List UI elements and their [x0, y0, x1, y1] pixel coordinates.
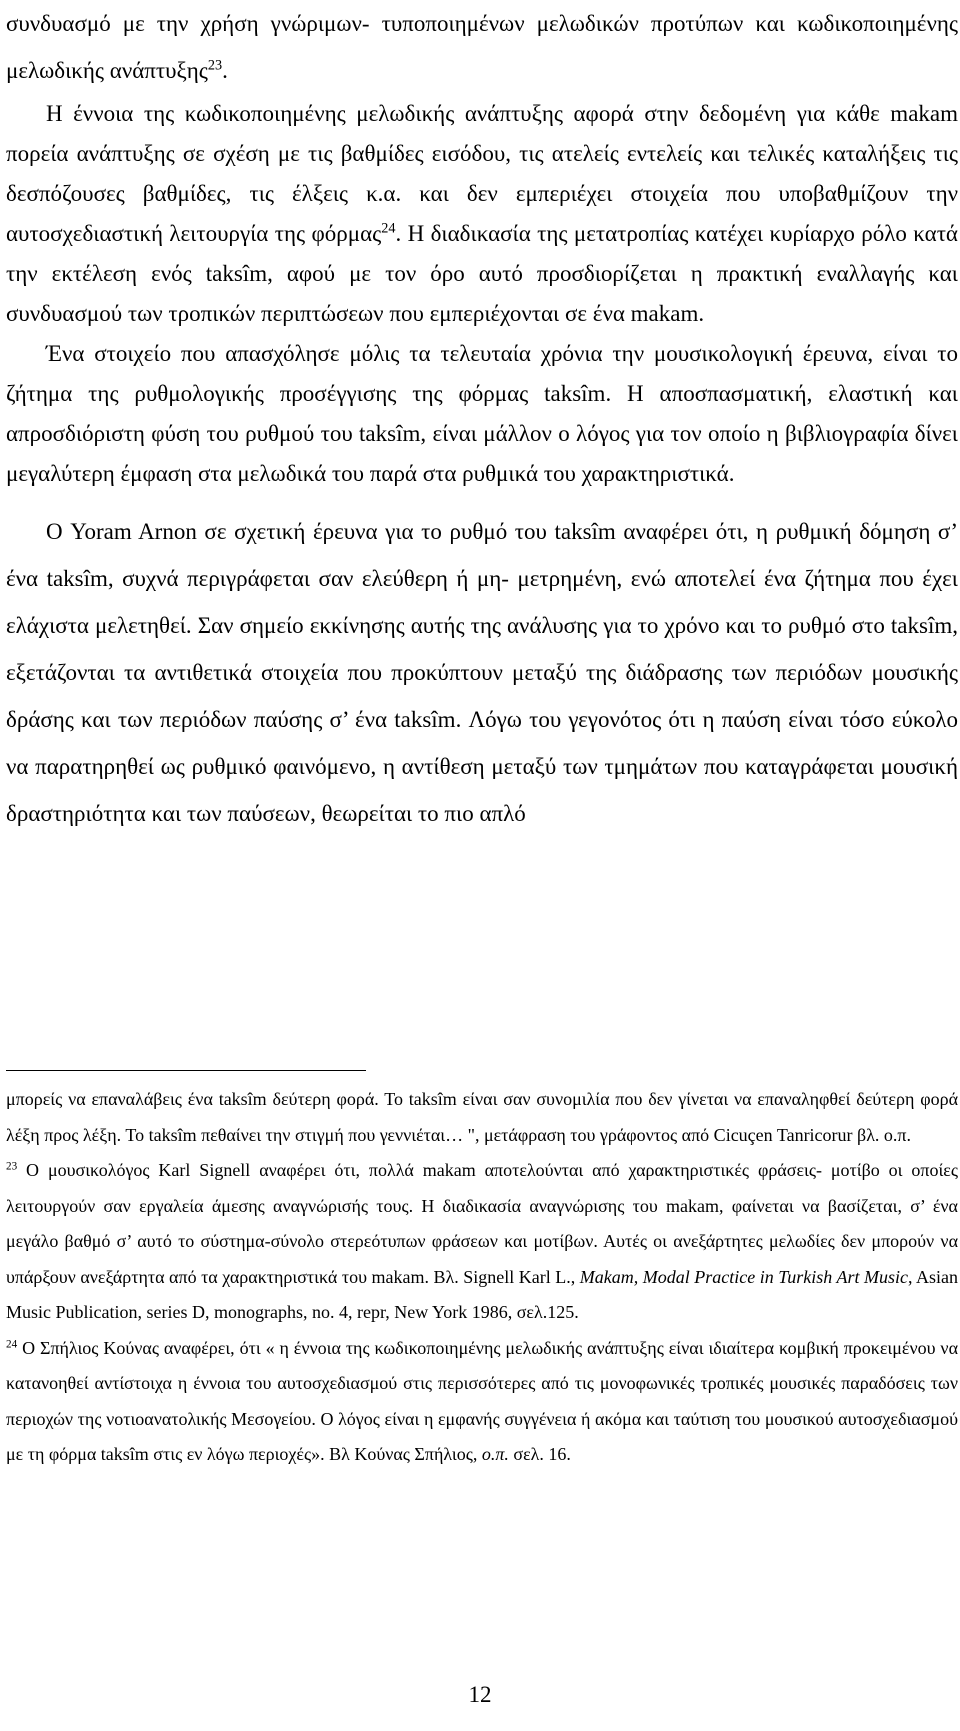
footnote-23-tail: , Asian Music Publication, series D, monographs, no. 4, repr, New York 1986, σελ.125.	[6, 1266, 958, 1322]
footnote-23	[6, 1153, 958, 1331]
footnote-23-text: Ο μουσικολόγος Karl Signell αναφέρει ότι, πολλά makam αποτελούνται από χαρακτηριστικές φράσεις- μοτίβο οι οποίες λειτουργούν σαν εργαλεία άμεσης αναγνώρισής τους. Η διαδικασία αναγνώρισης του makam, φαίνεται να βασίζεται, σ’ ένα μεγάλο βαθμό σ’ αυτό το σύστημα-σύνολο στερεότυπων φράσεων και μοτίβων. Αυτές οι ανεξάρτητες μελωδίες δεν μπορούν να υπάρξουν ανεξάρτητα από τα χαρακτηριστικά του makam. Βλ. Signell Karl L.,	[6, 1160, 958, 1287]
footnote-continuation: μπορείς να επαναλάβεις ένα taksîm δεύτερη φορά. Το taksîm είναι σαν συνομιλία που δεν γίνεται να επαναληφθεί δεύτερη φορά λέξη προς λέξη. Το taksîm πεθαίνει την στιγμή που γεννιέται… ", μετάφραση του γράφοντος από Cicuçen Tanricorur βλ. ο.π.	[6, 1089, 958, 1145]
footnote-24-tail: σελ. 16.	[508, 1444, 571, 1464]
paragraph-1	[6, 0, 958, 94]
footnote-23-book-title: Makam, Modal Practice in Turkish Art Music	[579, 1266, 908, 1287]
footnote-ref-24[interactable]: 24	[381, 220, 396, 237]
paragraph-4: Ο Yoram Arnon σε σχετική έρευνα για το ρυθμό του taksîm αναφέρει ότι, η ρυθμική δόμηση σ’ ένα taksîm, συχνά περιγράφεται σαν ελεύθερη ή μη- μετρημένη, ενώ αποτελεί ένα ζήτημα που έχει ελάχιστα μελετηθεί. Σαν σημείο εκκίνησης αυτής της ανάλυσης για το χρόνο και το ρυθμό στο taksîm, εξετάζονται τα αντιθετικά στοιχεία που προκύπτουν μεταξύ της διάδρασης των περιόδων μουσικής δράσης και των περιόδων παύσης σ’ ένα taksîm. Λόγω του γεγονότος ότι η παύση είναι τόσο εύκολο να παρατηρηθεί ως ρυθμικό φαινόμενο, η αντίθεση μεταξύ των τμημάτων που καταγράφεται μουσική δραστηριότητα και των παύσεων, θεωρείται το πιο απλό	[6, 519, 958, 826]
page-number: 12	[468, 1682, 492, 1707]
paragraph-1-end: .	[222, 58, 228, 83]
footnote-24-op-cit: ο.π.	[481, 1444, 509, 1464]
footnote-23-number: 23	[6, 1160, 18, 1173]
footnote-ref-23[interactable]: 23	[207, 57, 223, 74]
footnote-24-text: Ο Σπήλιος Κούνας αναφέρει, ότι « η έννοια της κωδικοποιημένης μελωδικής ανάπτυξης είναι ιδιαίτερα κομβική προκειμένου να κατανοηθεί αντίστοιχα η έννοια του αυτοσχεδιασμού στις περισσότερες από τις μονοφωνικές τροπικές μουσικές παραδόσεις των περιοχών της νοτιοανατολικής Μεσογείου. Ο λόγος είναι η εμφανής συγγένεια ή ακόμα και ταύτιση του μουσικού αυτοσχεδιασμού με τη φόρμα taksîm στις εν λόγω περιοχές». Βλ Κούνας Σπήλιος,	[6, 1337, 958, 1464]
paragraph-3: Ένα στοιχείο που απασχόλησε μόλις τα τελευταία χρόνια την μουσικολογική έρευνα, είναι το ζήτημα της ρυθμολογικής προσέγγισης της φόρμας taksîm. Η αποσπασματική, ελαστική και απροσδιόριστη φύση του ρυθμού του taksîm, είναι μάλλον ο λόγος για τον οποίο η βιβλιογραφία δίνει μεγαλύτερη έμφαση στα μελωδικά του παρά στα ρυθμικά του χαρακτηριστικά.	[6, 341, 958, 486]
footnote-24	[6, 1331, 958, 1473]
footnote-24-number: 24	[6, 1337, 18, 1350]
paragraph-1-text: συνδυασμό με την χρήση γνώριμων- τυποποιημένων μελωδικών προτύπων και κωδικοποιημένης μελωδικής ανάπτυξης	[6, 11, 958, 83]
footnotes-section	[6, 1082, 958, 1473]
main-body-text	[6, 0, 958, 837]
paragraph-2-text: Η έννοια της κωδικοποιημένης μελωδικής ανάπτυξης αφορά στην δεδομένη για κάθε makam πορεία ανάπτυξης σε σχέση με τις βαθμίδες εισόδου, τις ατελείς εντελείς και τελικές καταλήξεις τις δεσπόζουσες βαθμίδες, τις έλξεις κ.α. και δεν εμπεριέχει στοιχεία που υποβαθμίζουν την αυτοσχεδιαστική λειτουργία της φόρμας	[6, 101, 958, 246]
paragraph-2-rest: . Η διαδικασία της μετατροπίας κατέχει κυρίαρχο ρόλο κατά την εκτέλεση ενός taksîm, αφού με τον όρο αυτό προσδιορίζεται η πρακτική εναλλαγής και συνδυασμού των τροπικών περιπτώσεων που εμπεριέχονται σε ένα makam.	[6, 221, 958, 326]
footnote-separator	[6, 1070, 366, 1071]
paragraph-2	[6, 94, 958, 334]
